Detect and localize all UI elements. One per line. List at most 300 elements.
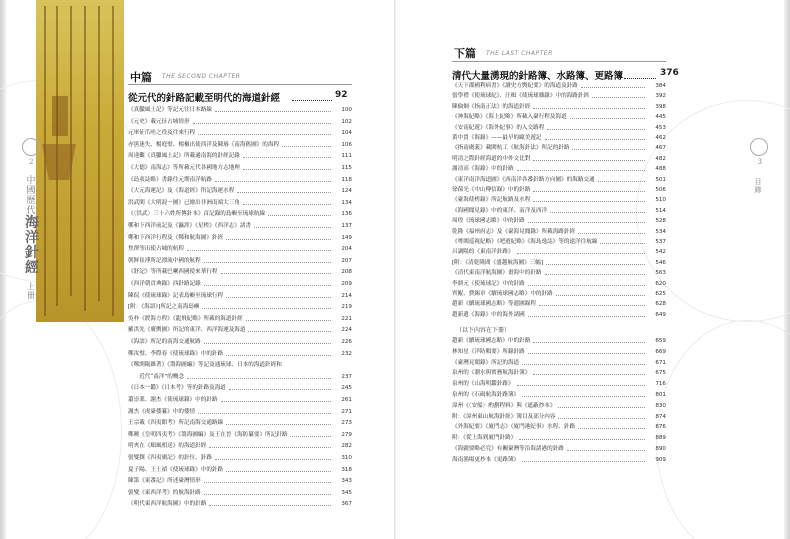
toc-entry bbox=[128, 348, 352, 358]
toc-entry-page: 462 bbox=[655, 135, 666, 141]
toc-entry-title: 趙新《續琉球國志略》中的針路 bbox=[452, 338, 531, 344]
toc-leader-dots bbox=[517, 253, 645, 254]
toc-leader-dots bbox=[229, 389, 331, 390]
toc-leader-dots bbox=[522, 396, 645, 397]
toc-entry-title: 蕭崇業、謝杰《使琉球錄》中的針路 bbox=[128, 397, 218, 403]
book-title-calligraphy: 海洋針經 bbox=[25, 215, 39, 276]
toc-entry bbox=[452, 278, 666, 288]
toc-leader-dots bbox=[187, 250, 331, 251]
toc-entry-page: 221 bbox=[341, 315, 352, 322]
toc-leader-dots bbox=[570, 118, 645, 119]
toc-entry bbox=[128, 324, 352, 334]
toc-entry bbox=[452, 90, 666, 100]
toc-leader-dots bbox=[550, 212, 645, 213]
toc-entry-title: 《指南廣義》載閩杭工《航海針法》所記的針路 bbox=[452, 145, 570, 152]
toc-entry bbox=[128, 185, 352, 195]
toc-entry-title: 《舒記》等所載巴喇西國使來華行程 bbox=[128, 269, 218, 276]
toc-leader-dots bbox=[533, 108, 645, 109]
toc-entry bbox=[452, 257, 666, 267]
section-leader bbox=[624, 78, 656, 79]
toc-leader-dots bbox=[187, 378, 331, 379]
toc-entry bbox=[128, 429, 352, 439]
toc-leader-dots bbox=[226, 297, 331, 298]
toc-entry-title: 《海疆要略必究》有關臺灣等沿海諸港的針路 bbox=[452, 446, 564, 452]
toc-entry-title: 焦澤等出使占城的航程 bbox=[128, 246, 184, 253]
toc-entry-title: 《真臘風土記》等記元往日本路線 bbox=[128, 107, 212, 113]
toc-entry-page: 669 bbox=[655, 348, 666, 355]
toc-entry-page: 124 bbox=[341, 188, 352, 195]
toc-entry bbox=[128, 406, 352, 416]
toc-entry-page: 659 bbox=[655, 338, 666, 344]
toc-entry bbox=[452, 432, 666, 442]
toc-entry-page: 214 bbox=[341, 292, 352, 299]
toc-entry bbox=[452, 226, 666, 236]
section-page: 376 bbox=[660, 68, 679, 78]
toc-entry-title: 謝清高《海錄》中的針路 bbox=[452, 166, 514, 173]
toc-entry-page: 136 bbox=[341, 211, 352, 218]
toc-entry bbox=[128, 452, 352, 462]
volume-note: （以下內容在下冊） bbox=[456, 327, 511, 334]
toc-leader-dots bbox=[204, 494, 331, 495]
toc-entry bbox=[452, 288, 666, 298]
toc-leader-dots bbox=[600, 243, 645, 244]
toc-entry-title: 黃中貴《海錄》——最早的歐美遊記 bbox=[452, 135, 542, 141]
toc-entry bbox=[128, 255, 352, 265]
toc-entry bbox=[452, 153, 666, 163]
toc-entry bbox=[128, 371, 352, 381]
toc-entry bbox=[452, 236, 666, 246]
toc-leader-dots bbox=[528, 285, 645, 286]
toc-entry-page: 392 bbox=[655, 93, 666, 100]
toc-entry-page: 345 bbox=[341, 489, 352, 496]
toc-leader-dots bbox=[517, 385, 645, 386]
page-number: 2 bbox=[29, 158, 34, 166]
toc-entry-page: 273 bbox=[341, 420, 352, 427]
toc-leader-dots bbox=[592, 97, 645, 98]
toc-leader-dots bbox=[215, 181, 331, 182]
toc-entry-page: 514 bbox=[655, 207, 666, 214]
toc-entry-page: 649 bbox=[655, 311, 666, 318]
toc-leader-dots bbox=[578, 233, 645, 234]
toc-entry-page: 716 bbox=[655, 381, 666, 388]
toc-entry-title: 張燮《東西洋考》的航海針路 bbox=[128, 489, 201, 496]
toc-entry-page: 271 bbox=[341, 408, 352, 415]
toc-entry-page: 675 bbox=[655, 370, 666, 377]
toc-entry-title: 《鄭開陽雜著》《籌海圖編》等記及通琉球、日本的海道針經和 bbox=[128, 362, 282, 369]
toc-entry-title: 《臺灣見聞錄》所記的海道 bbox=[452, 359, 520, 366]
toc-entry-page: 830 bbox=[655, 402, 666, 409]
toc-entry bbox=[128, 464, 352, 474]
toc-entry-title: 陳第《東番記》所述臺灣情形 bbox=[128, 478, 201, 485]
toc-entry-page: 111 bbox=[341, 153, 352, 160]
toc-entry bbox=[128, 498, 352, 508]
toc-entry bbox=[128, 313, 352, 323]
toc-entry-title: 周達觀《真臘風土記》所載通南海的針經記錄 bbox=[128, 153, 240, 160]
toc-entry bbox=[452, 101, 666, 111]
toc-entry bbox=[452, 443, 666, 453]
toc-entry-page: 625 bbox=[655, 291, 666, 297]
toc-leader-dots bbox=[204, 482, 331, 483]
toc-leader-dots bbox=[246, 320, 331, 321]
toc-entry-title: 《臺海使槎錄》所記航路及水程 bbox=[452, 197, 531, 204]
toc-entry bbox=[128, 127, 352, 137]
toc-leader-dots bbox=[598, 181, 645, 182]
toc-entry-page: 467 bbox=[655, 145, 666, 152]
toc-entry-page: 671 bbox=[655, 359, 666, 366]
toc-entry bbox=[452, 122, 666, 132]
toc-entry-page: 510 bbox=[655, 197, 666, 204]
toc-entry bbox=[452, 163, 666, 173]
volume-label: 上冊 bbox=[27, 282, 35, 300]
toc-entry-page: 453 bbox=[655, 124, 666, 131]
toc-entry bbox=[128, 220, 352, 230]
toc-leader-dots bbox=[226, 424, 331, 425]
toc-entry bbox=[128, 197, 352, 207]
toc-list bbox=[452, 335, 666, 505]
toc-entry-title: 海南漁場更抄本《更路簿》 bbox=[452, 456, 520, 463]
toc-entry-title: 《清代東南洋航海圖》畫海中的針路 bbox=[452, 270, 542, 277]
toc-entry-title: 李鼎元《使琉球記》中的針路 bbox=[452, 280, 525, 287]
toc-leader-dots bbox=[545, 274, 645, 275]
toc-entry-page: 506 bbox=[655, 187, 666, 193]
toc-leader-dots bbox=[528, 316, 645, 317]
toc-leader-dots bbox=[198, 413, 331, 414]
toc-entry-title: 《明代東西洋航海圖》中的針路 bbox=[128, 501, 207, 508]
toc-entry-page: 542 bbox=[655, 249, 666, 256]
toc-entry-page: 118 bbox=[341, 176, 352, 183]
toc-leader-dots bbox=[209, 505, 331, 506]
toc-entry-title: [附：《海語》]所記之南海島嶼 bbox=[128, 304, 200, 311]
toc-entry-page: 445 bbox=[655, 114, 666, 121]
toc-entry-title: 《安南紀遊》《海外紀事》的入交路程 bbox=[452, 124, 545, 131]
toc-entry bbox=[128, 162, 352, 172]
toc-leader-dots bbox=[539, 305, 645, 306]
toc-entry-page: 874 bbox=[655, 413, 666, 420]
toc-leader-dots bbox=[282, 146, 331, 147]
toc-leader-dots bbox=[204, 343, 331, 344]
toc-leader-dots bbox=[522, 461, 645, 462]
toc-leader-dots bbox=[528, 353, 645, 354]
toc-entry-title: 《大元海運記》及《海道經》所記海運水程 bbox=[128, 188, 235, 195]
toc-leader-dots bbox=[254, 227, 331, 228]
toc-leader-dots bbox=[248, 331, 331, 332]
toc-entry bbox=[128, 243, 352, 253]
toc-entry bbox=[452, 421, 666, 431]
chapter-english: THE SECOND CHAPTER bbox=[162, 73, 241, 80]
header-rule bbox=[128, 84, 352, 85]
toc-entry bbox=[452, 267, 666, 277]
toc-entry bbox=[128, 116, 352, 126]
toc-entry-page: 890 bbox=[655, 446, 666, 452]
toc-leader-dots bbox=[209, 447, 331, 448]
toc-entry-title: 朝鮮崔溥所記漂流中國的航程 bbox=[128, 257, 201, 264]
toc-entry bbox=[128, 475, 352, 485]
toc-entry-page: 219 bbox=[341, 304, 352, 311]
toc-entry-title: 吳朴《渡海方程》《龍飛紀略》所載的海道針經 bbox=[128, 315, 243, 322]
toc-leader-dots bbox=[519, 439, 645, 440]
toc-leader-dots bbox=[243, 204, 331, 205]
toc-entry-title: 《東洋南洋海道圖》《西南洋各番針路方向圖》的海路交通 bbox=[452, 176, 595, 183]
toc-entry-title: 泉州的《山海明鑑針路》 bbox=[452, 381, 514, 388]
toc-entry bbox=[128, 174, 352, 184]
toc-entry-page: 620 bbox=[655, 280, 666, 287]
toc-entry-page: 343 bbox=[341, 478, 352, 485]
toc-leader-dots bbox=[533, 160, 645, 161]
toc-leader-dots bbox=[226, 239, 331, 240]
toc-entry-title: 漳州《〈安船〉酌劃程料》與《遮蔽抄本》 bbox=[452, 402, 556, 409]
toc-entry-title: 《〈洪武〉三十六姓所傳針本》首記錄的島嶼至琉球航線 bbox=[128, 211, 266, 218]
toc-entry bbox=[452, 346, 666, 356]
toc-entry-page: 367 bbox=[341, 501, 352, 508]
section-page: 92 bbox=[335, 90, 348, 100]
toc-entry-title: 趙新《續琉球國志略》等遺圖錄程 bbox=[452, 301, 536, 308]
toc-entry bbox=[452, 184, 666, 194]
toc-entry-page: 226 bbox=[341, 339, 352, 345]
toc-leader-dots bbox=[237, 192, 331, 193]
book-series-title: 中國歷代 bbox=[26, 176, 36, 216]
toc-entry bbox=[452, 215, 666, 225]
toc-entry bbox=[452, 194, 666, 204]
toc-entry bbox=[128, 359, 352, 369]
toc-entry-page: 318 bbox=[341, 466, 352, 473]
toc-entry bbox=[128, 440, 352, 450]
toc-entry-title: 《日本一鑑》《日本考》等的針路及海道 bbox=[128, 385, 226, 392]
toc-entry-title: 王宗載《四夷館考》所記南海交通路線 bbox=[128, 420, 224, 427]
emblem-icon bbox=[22, 138, 40, 156]
toc-entry-title: 陳倫炯《指南正法》的海道針經 bbox=[452, 103, 531, 110]
toc-entry-page: 384 bbox=[655, 83, 666, 89]
toc-entry-page: 149 bbox=[341, 234, 352, 241]
toc-entry bbox=[128, 208, 352, 218]
toc-entry bbox=[452, 357, 666, 367]
page-number: 3 bbox=[757, 158, 762, 166]
section-title: 從元代的針路記載至明代的海道針經 bbox=[128, 93, 281, 104]
toc-leader-dots bbox=[533, 191, 645, 192]
toc-entry-title: 陳侃《使琉球錄》記表島嶼至琉球行程 bbox=[128, 292, 224, 299]
toc-list bbox=[452, 80, 666, 320]
toc-entry bbox=[128, 232, 352, 242]
toc-entry bbox=[452, 174, 666, 184]
toc-entry-page: 398 bbox=[655, 103, 666, 110]
toc-entry-page: 279 bbox=[341, 431, 352, 438]
background-swirl bbox=[656, 320, 790, 539]
toc-entry-title: 泉州的《石碣航海針路簿》 bbox=[452, 392, 520, 398]
toc-entry-page: 224 bbox=[341, 327, 352, 334]
toc-entry-title: 《神海紀略》《海上紀略》所載入臺行程及海道 bbox=[452, 114, 567, 121]
right-page bbox=[396, 0, 790, 539]
toc-entry-page: 563 bbox=[655, 270, 666, 277]
toc-entry bbox=[452, 454, 666, 464]
toc-leader-dots bbox=[215, 111, 331, 112]
toc-entry-title: 附：《從上海到廈門針路》 bbox=[452, 435, 517, 442]
toc-entry bbox=[128, 139, 352, 149]
toc-entry bbox=[128, 150, 352, 160]
toc-entry-title: 《粵閩巡視紀略》《吧遊紀略》《海島逸誌》等的遠洋往航線 bbox=[452, 239, 598, 245]
toc-leader-dots bbox=[558, 407, 645, 408]
toc-entry-page: 261 bbox=[341, 397, 352, 403]
toc-entry bbox=[452, 389, 666, 399]
toc-entry-title: 鄭和下西洋行程及《鄭和航海圖》針經 bbox=[128, 234, 224, 241]
toc-entry-page: 889 bbox=[655, 435, 666, 442]
toc-entry-title: 《大德》南海志》等所載元代各國地方志地理 bbox=[128, 165, 240, 171]
toc-entry-page: 207 bbox=[341, 257, 352, 264]
toc-entry bbox=[128, 278, 352, 288]
toc-leader-dots bbox=[533, 201, 645, 202]
toc-entry-title: 徐葆光《中山傳信錄》中的針路 bbox=[452, 187, 531, 193]
toc-entry-title: 羅洪先《廣輿圖》所記的東洋、西洋海運及海道 bbox=[128, 327, 246, 334]
toc-entry-title: 《外海紀要》《廈門志》《廈門港紀事》水程、針路 bbox=[452, 424, 576, 431]
toc-leader-dots bbox=[545, 139, 645, 140]
toc-entry bbox=[452, 111, 666, 121]
toc-leader-dots bbox=[243, 157, 331, 158]
toc-entry bbox=[128, 417, 352, 427]
toc-leader-dots bbox=[533, 342, 645, 343]
toc-leader-dots bbox=[517, 170, 645, 171]
toc-leader-dots bbox=[546, 264, 645, 265]
toc-entry-title: 鄭和下西洋前記及《瀛涯》《星槎》《西洋志》諸書 bbox=[128, 223, 252, 229]
toc-entry bbox=[452, 142, 666, 152]
toc-entry-page: 102 bbox=[341, 118, 352, 125]
toc-list bbox=[128, 104, 352, 508]
toc-entry-page: 208 bbox=[341, 269, 352, 276]
toc-entry-page: 488 bbox=[655, 166, 666, 173]
toc-leader-dots bbox=[221, 273, 331, 274]
section-title: 清代大量湧現的針路簿、水路簿、更路簿 bbox=[452, 71, 624, 82]
toc-entry-title: 謝杰《虔臺倭纂》中的倭情 bbox=[128, 408, 196, 415]
toc-entry-page: 237 bbox=[341, 373, 352, 380]
toc-leader-dots bbox=[290, 436, 331, 437]
toc-entry-title: 明夾在《順風相送》的海道針經 bbox=[128, 443, 207, 450]
toc-entry-page: 137 bbox=[341, 223, 352, 229]
toc-entry-title: 周煌《琉球國志略》中的針路 bbox=[452, 218, 525, 225]
toc-entry-title: 林知星《洋防輯要》所錄針路 bbox=[452, 348, 525, 355]
toc-entry-title: 《西洋朝貢典錄》西針路記錄 bbox=[128, 281, 201, 287]
toc-entry bbox=[452, 367, 666, 377]
toc-entry bbox=[452, 298, 666, 308]
section-leader bbox=[292, 100, 332, 101]
toc-entry-page: 528 bbox=[655, 218, 666, 225]
toc-entry-page: 115 bbox=[341, 165, 352, 171]
toc-leader-dots bbox=[226, 471, 331, 472]
toc-entry bbox=[452, 132, 666, 142]
toc-leader-dots bbox=[578, 428, 645, 429]
toc-entry-page: 245 bbox=[341, 385, 352, 392]
toc-entry bbox=[128, 336, 352, 346]
toc-entry-page: 482 bbox=[655, 155, 666, 162]
toc-leader-dots bbox=[572, 149, 645, 150]
toc-entry-page: 282 bbox=[341, 443, 352, 450]
toc-leader-dots bbox=[581, 87, 645, 88]
toc-entry-title: 洪武間《大明混一圖》已繪出非洲南端大三角 bbox=[128, 199, 240, 206]
toc-entry bbox=[452, 309, 666, 319]
toc-entry bbox=[452, 411, 666, 421]
toc-entry-page: 232 bbox=[341, 350, 352, 357]
toc-entry-title: 張燮撰《四夷廣記》的針位、針路 bbox=[128, 455, 212, 461]
toc-entry-title: 趙新遺《海錄》中的海外諸國 bbox=[452, 311, 525, 318]
toc-leader-dots bbox=[556, 295, 645, 296]
toc-entry-page: 534 bbox=[655, 228, 666, 235]
toc-entry-title: 元軍征爪哇之役及往來行程 bbox=[128, 130, 196, 137]
contents-label: 目錄 bbox=[754, 178, 762, 194]
toc-leader-dots bbox=[193, 123, 331, 124]
toc-entry-page: 801 bbox=[655, 392, 666, 398]
toc-entry-title: 鄭汝璧、李際春《使琉球錄》中的針路 bbox=[128, 350, 224, 357]
toc-leader-dots bbox=[202, 308, 331, 309]
toc-entry-title: 齊鯤、費錫章《續琉球國志略》中的針路 bbox=[452, 291, 553, 297]
toc-entry-page: 106 bbox=[341, 141, 352, 148]
toc-entry bbox=[128, 301, 352, 311]
toc-entry-title: 亦黑迷失、楊庭璧、楊樞出使西洋及陳璿《南海舊圖》的海程 bbox=[128, 141, 280, 148]
toc-leader-dots bbox=[547, 129, 645, 130]
toc-leader-dots bbox=[215, 459, 331, 460]
toc-entry-page: 310 bbox=[341, 455, 352, 461]
left-page bbox=[0, 0, 394, 539]
chapter-label: 下篇 bbox=[454, 47, 476, 60]
toc-entry bbox=[128, 382, 352, 392]
toc-entry-title: 《海語》所記的南海交通航路 bbox=[128, 339, 201, 345]
chapter-english: THE LAST CHAPTER bbox=[486, 50, 553, 57]
toc-entry-page: 104 bbox=[341, 130, 352, 137]
toc-entry-title: 泉州的《潮水與實務航海針簿》 bbox=[452, 370, 531, 377]
toc-entry bbox=[128, 394, 352, 404]
toc-leader-dots bbox=[567, 450, 645, 451]
toc-entry bbox=[452, 246, 666, 256]
toc-entry bbox=[452, 80, 666, 90]
toc-entry-page: 134 bbox=[341, 199, 352, 206]
toc-leader-dots bbox=[558, 418, 645, 419]
toc-entry-page: 537 bbox=[655, 239, 666, 245]
toc-leader-dots bbox=[204, 285, 331, 286]
toc-entry-title: 《海國聞見錄》中的東洋、南洋及西洋 bbox=[452, 207, 548, 214]
toc-entry-title: 《元史》載元征占城情形 bbox=[128, 118, 190, 125]
toc-leader-dots bbox=[522, 364, 645, 365]
antique-map-image bbox=[36, 0, 124, 322]
toc-leader-dots bbox=[226, 355, 331, 356]
toc-entry-title: 乾隆《福州府志》及《臺海見聞錄》所載海路針經 bbox=[452, 228, 576, 235]
toc-entry bbox=[452, 205, 666, 215]
toc-entry-page: 204 bbox=[341, 246, 352, 253]
toc-entry bbox=[128, 487, 352, 497]
toc-entry-page: 100 bbox=[341, 107, 352, 113]
toc-leader-dots bbox=[528, 222, 645, 223]
toc-entry-title: 《島夷誌略》書錄往元期南洋航路 bbox=[128, 176, 212, 183]
toc-entry bbox=[452, 400, 666, 410]
toc-entry-title: 夏子陽、王士禎《使琉球錄》中的針路 bbox=[128, 466, 224, 473]
toc-leader-dots bbox=[243, 169, 331, 170]
toc-entry-title: 近代“南洋”的概念 bbox=[128, 373, 185, 380]
toc-entry-page: 546 bbox=[655, 259, 666, 266]
toc-entry-page: 628 bbox=[655, 301, 666, 308]
toc-entry bbox=[452, 335, 666, 345]
toc-entry bbox=[128, 104, 352, 114]
toc-entry-title: [附：《清乾隆間《盛越航海圖》三幅] bbox=[452, 259, 544, 266]
header-rule bbox=[452, 61, 666, 62]
toc-entry-title: 呂調陽的《東南洋針路》 bbox=[452, 249, 514, 256]
toc-entry-page: 909 bbox=[655, 456, 666, 463]
toc-entry-title: 張學禮《使琉球紀》、汪楫《使琉球雜錄》中的海路針經 bbox=[452, 93, 590, 100]
toc-leader-dots bbox=[198, 134, 331, 135]
toc-entry-title: 明清之際針經海道的中外文比對 bbox=[452, 155, 531, 162]
toc-entry-title: 《天下郡國利病書》《讀史方輿紀要》的海道及針路 bbox=[452, 83, 578, 89]
emblem-icon bbox=[750, 138, 768, 156]
toc-entry-title: 鄭曉《皇明四夷考》《籌海圖編》及王在晉《海防纂要》所記針路 bbox=[128, 431, 288, 438]
toc-entry-page: 501 bbox=[655, 176, 666, 183]
chapter-label: 中篇 bbox=[130, 71, 152, 84]
toc-entry bbox=[128, 266, 352, 276]
background-swirl bbox=[0, 300, 122, 539]
toc-entry-title: 附：《漳州東山航海針經》簿目及部分內容 bbox=[452, 413, 556, 420]
toc-leader-dots bbox=[221, 401, 331, 402]
